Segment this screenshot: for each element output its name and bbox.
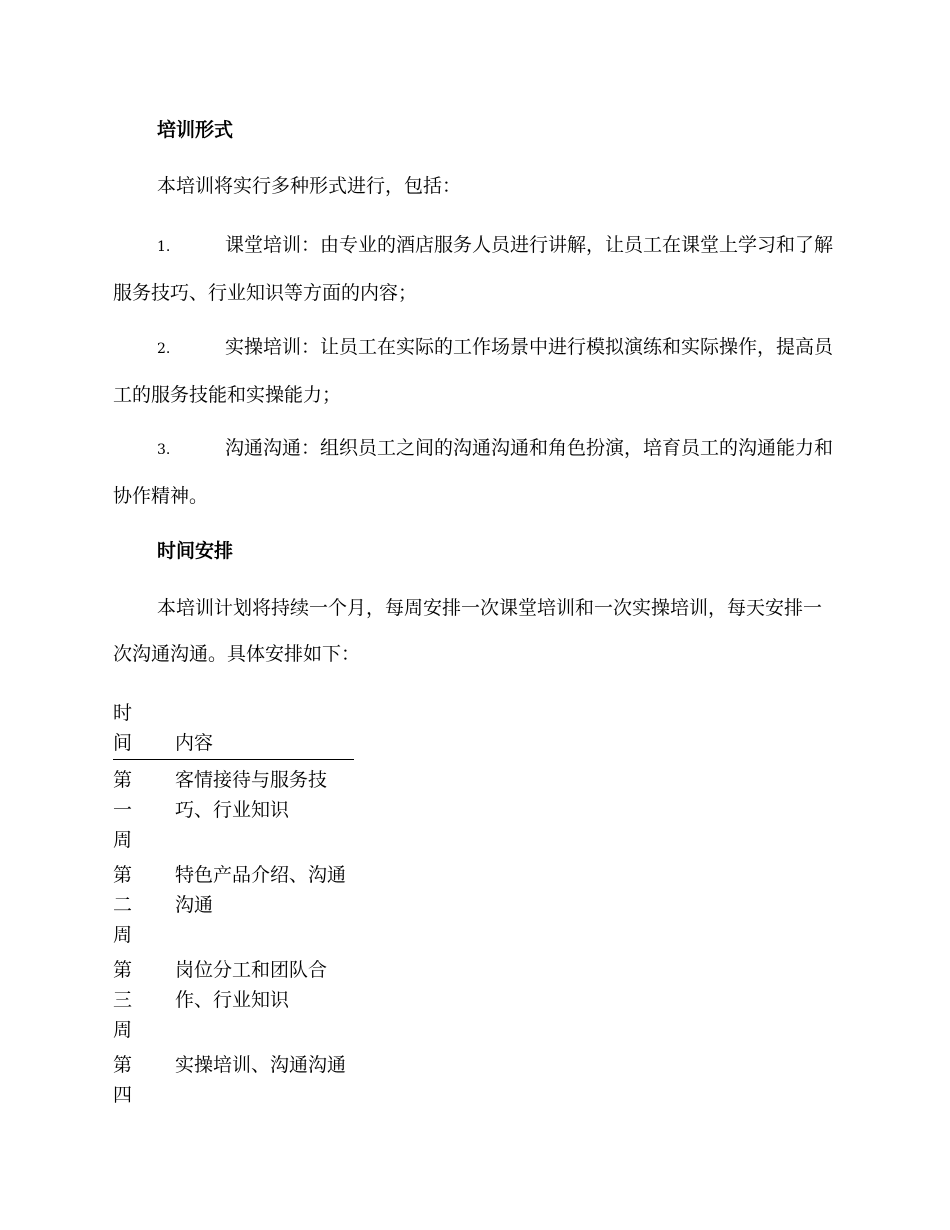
section-heading-schedule: 时间安排 — [157, 540, 234, 562]
table-header-row — [113, 698, 354, 760]
table-row — [113, 855, 354, 950]
table-cell-time: 第一周 — [113, 769, 133, 851]
list-item — [113, 222, 837, 316]
list-item-number: 1. — [157, 239, 171, 255]
section-heading-training-format: 培训形式 — [157, 119, 234, 141]
table-cell-content: 客情接待与服务技巧、行业知识 — [175, 769, 328, 821]
schedule-table — [113, 698, 354, 1110]
schedule-intro: 本培训计划将持续一个月，每周安排一次课堂培训和一次实操培训，每天安排一次沟通沟通。具体安排如下： — [113, 597, 823, 665]
list-item-number: 2. — [157, 341, 171, 357]
list-item-text: 课堂培训：由专业的酒店服务人员进行讲解，让员工在课堂上学习和了解服务技巧、行业知识等方面的内容； — [113, 234, 834, 304]
table-cell-content: 特色产品介绍、沟通沟通 — [175, 864, 347, 916]
table-row — [113, 1045, 354, 1110]
table-row — [113, 760, 354, 856]
training-format-intro: 本培训将实行多种形式进行，包括： — [157, 175, 462, 197]
column-header-content: 内容 — [175, 698, 354, 760]
table-row — [113, 950, 354, 1045]
column-header-time: 时间 — [113, 698, 175, 760]
list-item — [113, 425, 837, 519]
table-cell-time: 第四 — [113, 1054, 133, 1106]
table-cell-time: 第三周 — [113, 959, 133, 1041]
list-item-text: 沟通沟通：组织员工之间的沟通沟通和角色扮演，培育员工的沟通能力和协作精神。 — [113, 437, 834, 507]
list-item-number: 3. — [157, 442, 171, 458]
table-cell-content: 实操培训、沟通沟通 — [175, 1054, 347, 1076]
table-cell-time: 第二周 — [113, 864, 133, 946]
list-item — [113, 324, 837, 418]
list-item-text: 实操培训：让员工在实际的工作场景中进行模拟演练和实际操作，提高员工的服务技能和实操能力； — [113, 336, 834, 406]
table-cell-content: 岗位分工和团队合作、行业知识 — [175, 959, 328, 1011]
